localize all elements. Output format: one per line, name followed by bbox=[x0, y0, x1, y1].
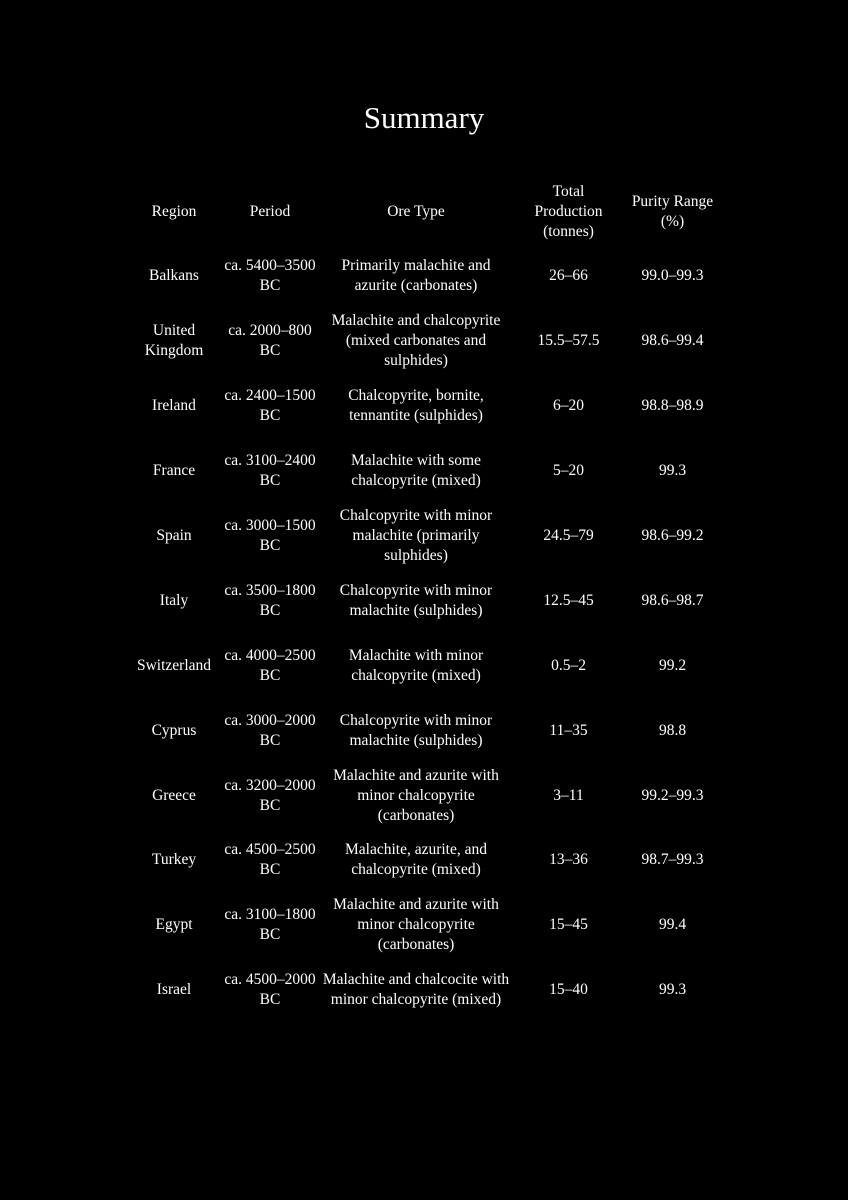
cell-production: 3–11 bbox=[553, 786, 584, 804]
header-ore-type: Ore Type bbox=[387, 202, 445, 220]
cell-ore-type: Malachite, azurite, and chalcopyrite (mixed) bbox=[344, 841, 487, 879]
cell-region: Balkans bbox=[149, 267, 199, 285]
cell-period: ca. 2400–1500 BC bbox=[224, 387, 316, 425]
cell-region: Italy bbox=[159, 591, 189, 609]
cell-production: 15.5–57.5 bbox=[537, 332, 600, 350]
cell-region: Turkey bbox=[151, 851, 197, 869]
header-total-production: Total Production (tonnes) bbox=[534, 182, 603, 240]
cell-production: 15–40 bbox=[549, 981, 588, 999]
table-row bbox=[126, 698, 722, 763]
table-row bbox=[126, 893, 722, 958]
cell-region: Spain bbox=[156, 527, 192, 544]
cell-period: ca. 3000–1500 BC bbox=[224, 517, 316, 554]
cell-ore-type: Chalcopyrite, bornite, tennantite (sulphides) bbox=[348, 387, 484, 425]
cell-purity: 98.7–99.3 bbox=[641, 851, 704, 869]
cell-region: Ireland bbox=[152, 397, 196, 415]
cell-period: ca. 3500–1800 BC bbox=[224, 581, 316, 619]
table-row bbox=[126, 633, 722, 698]
cell-period: ca. 4500–2000 BC bbox=[224, 971, 316, 1009]
table-row bbox=[126, 763, 722, 828]
table-row bbox=[126, 504, 722, 569]
cell-production: 0.5–2 bbox=[551, 656, 586, 674]
header-period: Period bbox=[249, 202, 291, 220]
cell-production: 15–45 bbox=[549, 916, 588, 934]
cell-ore-type: Malachite with minor chalcopyrite (mixed) bbox=[348, 646, 484, 684]
cell-production: 12.5–45 bbox=[543, 591, 594, 609]
cell-region: Greece bbox=[152, 786, 196, 804]
cell-production: 24.5–79 bbox=[543, 527, 594, 544]
cell-purity: 98.8 bbox=[658, 721, 687, 739]
cell-ore-type: Malachite and azurite with minor chalcopyrite (carbonates) bbox=[333, 766, 499, 824]
cell-period: ca. 4500–2500 BC bbox=[224, 841, 316, 879]
cell-production: 26–66 bbox=[549, 267, 588, 285]
cell-period: ca. 3100–2400 BC bbox=[224, 452, 316, 490]
cell-period: ca. 3000–2000 BC bbox=[224, 711, 316, 749]
header-row bbox=[126, 179, 722, 244]
cell-period: ca. 2000–800 BC bbox=[228, 322, 312, 360]
cell-purity: 99.0–99.3 bbox=[641, 267, 704, 285]
cell-purity: 98.6–99.2 bbox=[641, 527, 704, 544]
cell-production: 11–35 bbox=[549, 721, 588, 739]
page-title: Summary bbox=[363, 100, 485, 135]
cell-region: United Kingdom bbox=[144, 322, 204, 360]
cell-period: ca. 5400–3500 BC bbox=[224, 257, 316, 295]
table-row bbox=[126, 958, 722, 1023]
cell-ore-type: Primarily malachite and azurite (carbonates) bbox=[341, 257, 491, 295]
cell-production: 13–36 bbox=[549, 851, 588, 869]
table-row bbox=[126, 374, 722, 439]
cell-production: 5–20 bbox=[553, 462, 584, 480]
cell-region: Switzerland bbox=[136, 656, 212, 674]
table-row bbox=[126, 309, 722, 374]
cell-region: Israel bbox=[156, 981, 192, 999]
table-header bbox=[126, 179, 722, 244]
cell-ore-type: Chalcopyrite with minor malachite (sulphides) bbox=[339, 581, 493, 619]
cell-purity: 99.2 bbox=[658, 656, 687, 674]
header-purity-range: Purity Range (%) bbox=[631, 192, 714, 230]
cell-ore-type: Chalcopyrite with minor malachite (primarily sulphides) bbox=[339, 507, 493, 564]
cell-purity: 99.3 bbox=[658, 981, 687, 999]
cell-purity: 99.2–99.3 bbox=[641, 786, 704, 804]
cell-period: ca. 3100–1800 BC bbox=[224, 906, 316, 944]
cell-purity: 98.6–98.7 bbox=[641, 591, 704, 609]
cell-purity: 99.4 bbox=[658, 916, 687, 934]
cell-region: Egypt bbox=[155, 916, 193, 934]
table-row bbox=[126, 568, 722, 633]
cell-purity: 98.6–99.4 bbox=[641, 332, 704, 350]
cell-ore-type: Malachite with some chalcopyrite (mixed) bbox=[351, 452, 481, 490]
cell-region: Cyprus bbox=[151, 721, 197, 739]
cell-region: France bbox=[152, 462, 196, 480]
cell-ore-type: Malachite and chalcocite with minor chalcopyrite (mixed) bbox=[322, 971, 510, 1009]
summary-table bbox=[126, 179, 722, 1023]
table-row bbox=[126, 828, 722, 893]
table-row bbox=[126, 439, 722, 504]
table-body bbox=[126, 244, 722, 1023]
cell-ore-type: Malachite and azurite with minor chalcopyrite (carbonates) bbox=[333, 896, 499, 954]
cell-ore-type: Malachite and chalcopyrite (mixed carbonates and sulphides) bbox=[331, 312, 501, 370]
cell-ore-type: Chalcopyrite with minor malachite (sulphides) bbox=[339, 711, 493, 749]
header-region: Region bbox=[151, 202, 197, 220]
table-row bbox=[126, 244, 722, 309]
cell-period: ca. 4000–2500 BC bbox=[224, 646, 316, 684]
cell-purity: 98.8–98.9 bbox=[641, 397, 704, 415]
cell-production: 6–20 bbox=[553, 397, 584, 415]
cell-purity: 99.3 bbox=[658, 462, 687, 480]
cell-period: ca. 3200–2000 BC bbox=[224, 776, 316, 814]
